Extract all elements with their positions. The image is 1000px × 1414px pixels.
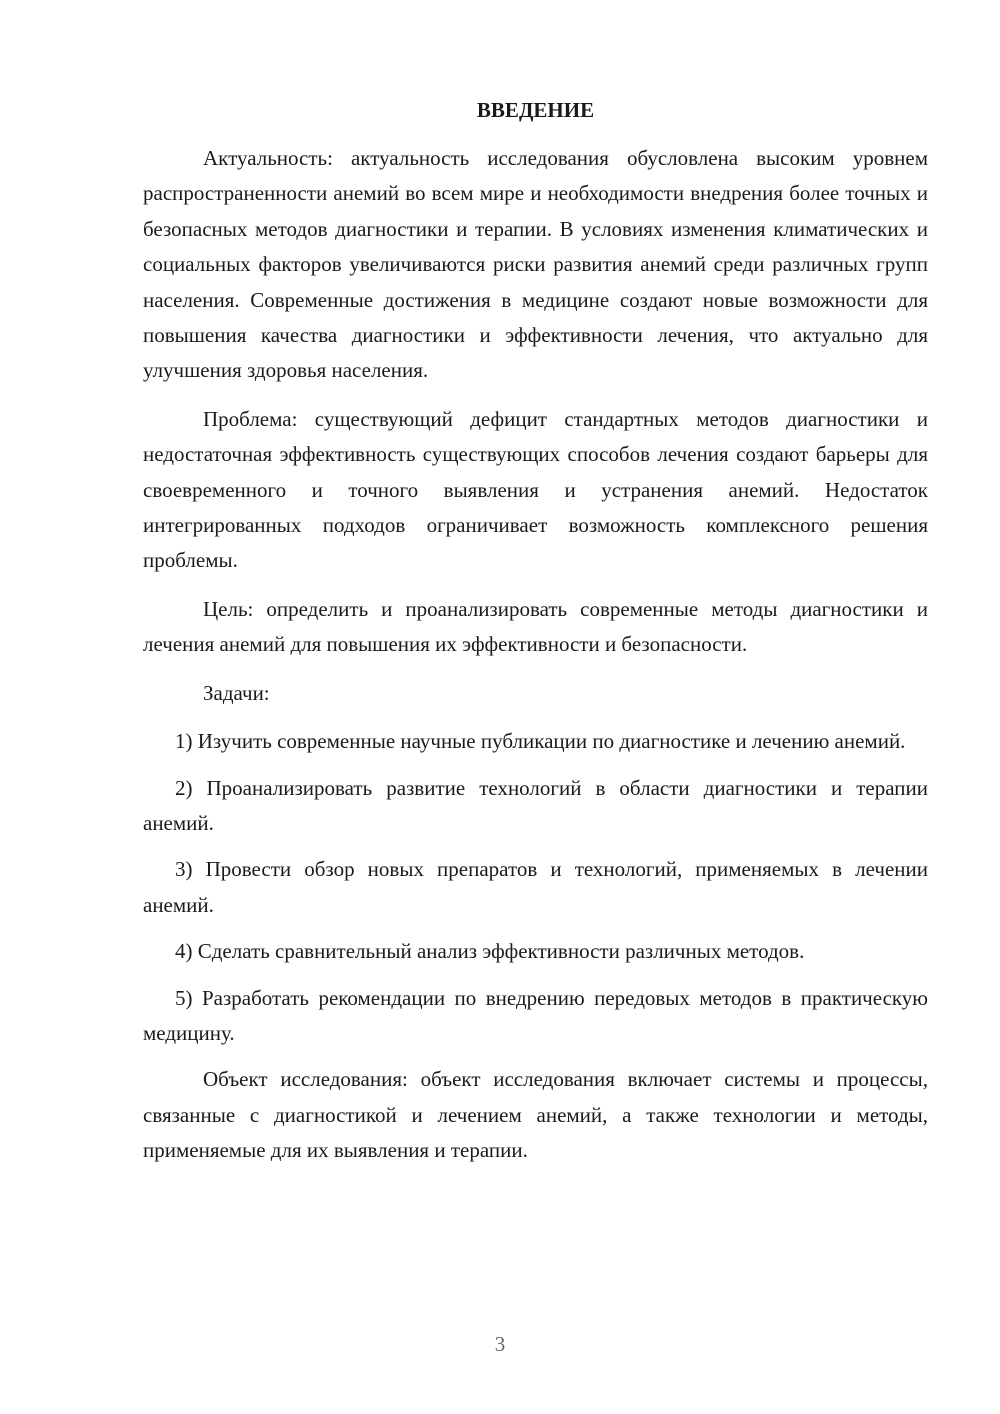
object-paragraph: Объект исследования: объект исследования включает системы и процессы, связанные с диагностикой и лечением анемий, а также технологии и методы, применяемые для их выявления и терапии. [143, 1067, 928, 1163]
problem-paragraph: Проблема: существующий дефицит стандартных методов диагностики и недостаточная эффективность существующих способов лечения создают барьеры для своевременного и точного выявления и устранения анемий. Недостаток интегрированных подходов ограничивает возможность комплексного решения проблемы. [143, 406, 928, 573]
tasks-list [143, 724, 928, 1051]
task-item-1: 1) Изучить современные научные публикации по диагностике и лечению анемий. [175, 729, 906, 754]
document-page [143, 92, 928, 1182]
section-title: ВВЕДЕНИЕ [476, 98, 595, 122]
task-item-3: 3) Провести обзор новых препаратов и технологий, применяемых в лечении анемий. [143, 857, 928, 917]
task-item-4: 4) Сделать сравнительный анализ эффективности различных методов. [175, 939, 805, 964]
task-item-2: 2) Проанализировать развитие технологий в области диагностики и терапии анемий. [143, 775, 928, 835]
goal-paragraph: Цель: определить и проанализировать современные методы диагностики и лечения анемий для повышения их эффективности и безопасности. [143, 596, 928, 657]
page-number: 3 [494, 1332, 506, 1356]
tasks-label: Задачи: [203, 680, 270, 705]
task-item-5: 5) Разработать рекомендации по внедрению передовых методов в практическую медицину. [143, 985, 928, 1045]
relevance-paragraph: Актуальность: актуальность исследования обусловлена высоким уровнем распространенности анемий во всем мире и необходимости внедрения более точных и безопасных методов диагностики и терапии. В условиях изменения климатических и социальных факторов увеличиваются риски развития анемий среди различных групп населения. Современные достижения в медицине создают новые возможности для повышения качества диагностики и эффективности лечения, что актуально для улучшения здоровья населения. [143, 146, 928, 383]
